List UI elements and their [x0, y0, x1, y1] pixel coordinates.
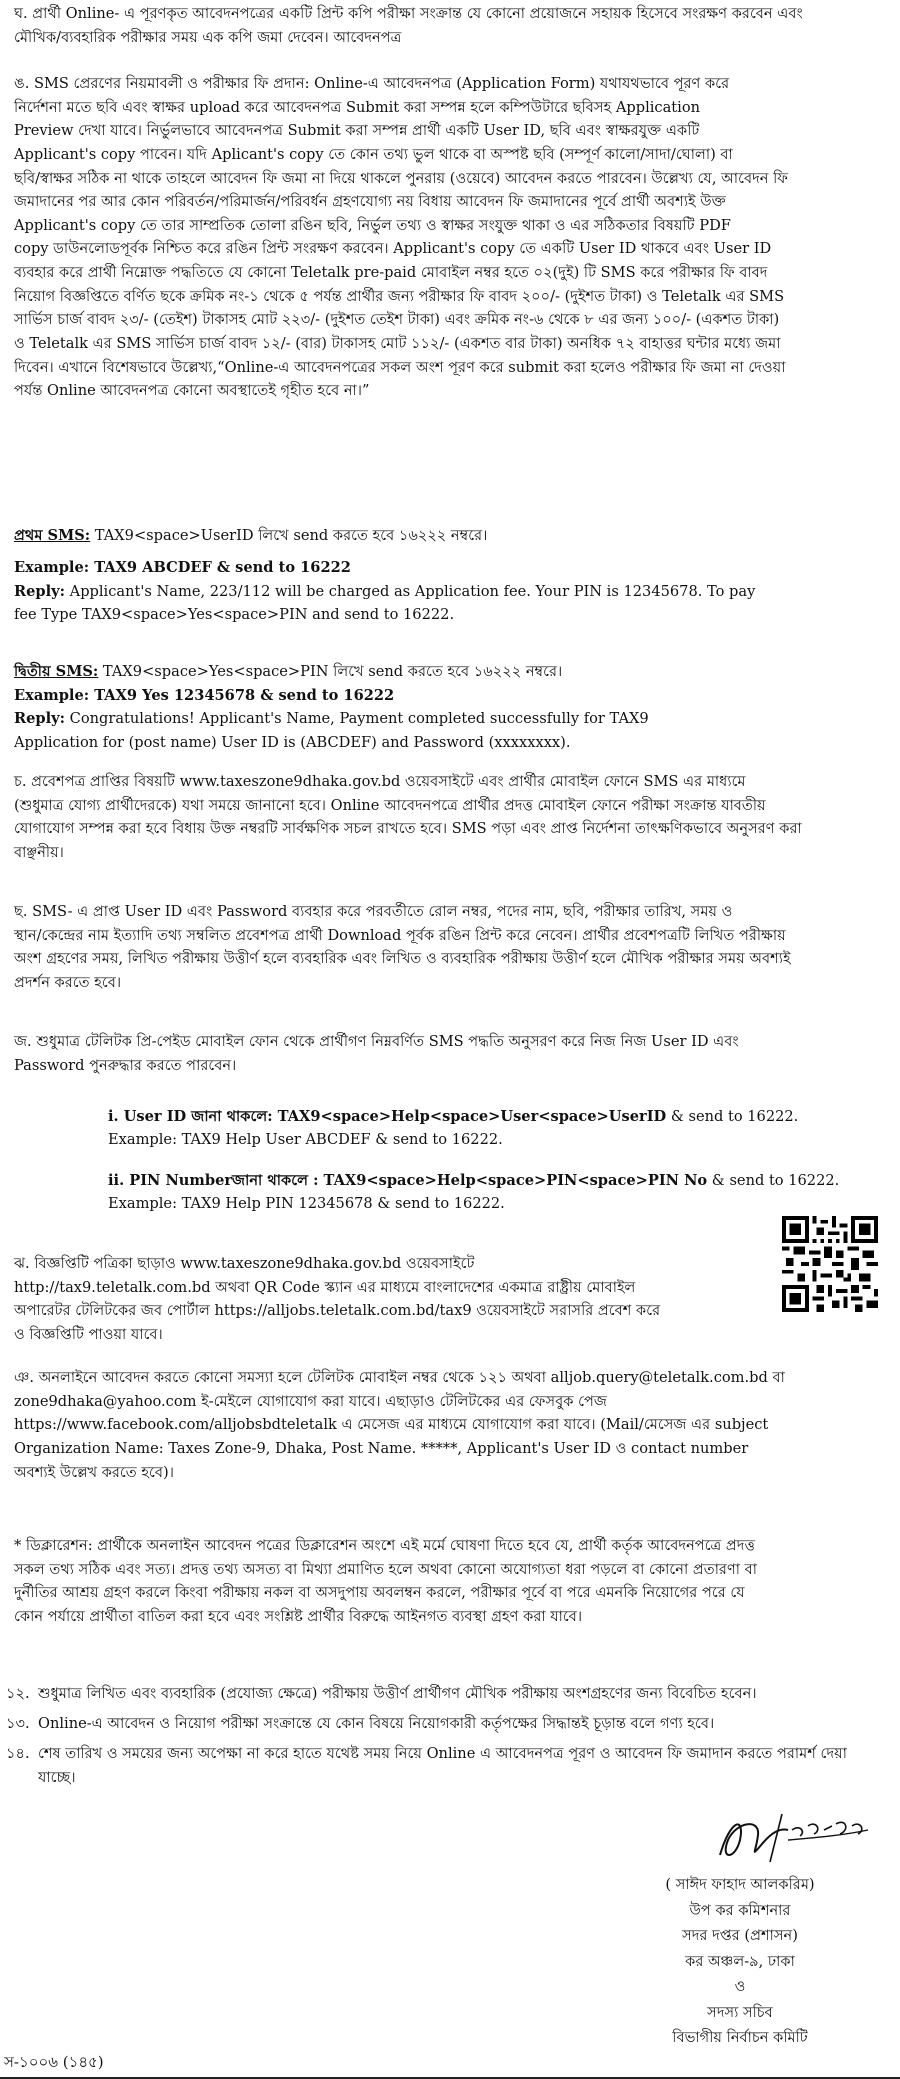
list-item-number: ১২.: [6, 1685, 30, 1702]
paragraph-line: অবশ্যই উল্লেখ করতে হবে)।: [14, 1463, 174, 1481]
signatory-title: উপ কর কমিশনার: [689, 1901, 791, 1919]
paragraph-line: যোগাযোগ সম্পন্ন করা হবে বিধায় উক্ত নম্বরটি সার্বক্ষণিক সচল রাখতে হবে। SMS পড়া এবং প্রাপ্ত নির্দেশনা তাৎক্ষণিকভাবে অনুসরণ করা: [14, 820, 802, 838]
list-item-text: শুধুমাত্র লিখিত এবং ব্যবহারিক (প্রযোজ্য ক্ষেত্রে) পরীক্ষায় উত্তীর্ণ প্রার্থীগণ মৌখিক পরীক্ষায় অংশগ্রহণের জন্য বিবেচিত হবেন।: [38, 1685, 757, 1702]
paragraph-line: ঝ. বিজ্ঞপ্তিটি পত্রিকা ছাড়াও www.taxeszone9dhaka.gov.bd ওয়েবসাইটে: [14, 1255, 475, 1272]
sms-first-example: Example: TAX9 ABCDEF & send to 16222: [14, 559, 351, 576]
paragraph-line: copy ডাউনলোডপূর্বক নিশ্চিত করে রঙিন প্রিন্ট সংরক্ষণ করবেন। Applicant's copy তে একটি User ID থাকবে এবং User ID: [14, 240, 772, 258]
paragraph-line: অংশ গ্রহণের সময়, লিখিত পরীক্ষায় উত্তীর্ণ হলে ব্যবহারিক এবং লিখিত ও ব্যবহারিক পরীক্ষায় উত্তীর্ণ হলে মৌখিক পরীক্ষার সময় অবশ্যই: [14, 950, 791, 968]
paragraph-line: মৌখিক/ব্যবহারিক পরীক্ষার সময় এক কপি জমা দেবেন। আবেদনপত্র: [14, 28, 402, 46]
signatory-zone: কর অঞ্চল-৯, ঢাকা: [685, 1952, 795, 1970]
sms-second-reply-cont: Application for (post name) User ID is (ABCDEF) and Password (xxxxxxxx).: [14, 733, 571, 751]
sms-first-reply: Applicant's Name, 223/112 will be charged as Application fee. Your PIN is 12345678. To pay: [65, 582, 756, 600]
paragraph-line: ছ. SMS- এ প্রাপ্ত User ID এবং Password ব্যবহার করে পরবর্তীতে রোল নম্বর, পদের নাম, ছবি, পরীক্ষার তারিখ, সময় ও: [14, 903, 733, 920]
signatory-office: সদর দপ্তর (প্রশাসন): [682, 1927, 798, 1945]
recovery-pin-example: [108, 1193, 878, 1216]
paragraph-line: Preview দেখা যাবে। নির্ভুলভাবে আবেদনপত্র Submit করা সম্পন্ন প্রার্থী একটি User ID, ছবি এবং স্বাক্ষরযুক্ত একটি: [14, 122, 700, 140]
paragraph-line: দুর্নীতির আশ্রয় গ্রহণ করলে কিংবা পরীক্ষায় নকল বা অসদুপায় অবলম্বন করলে, পরীক্ষার পূর্বে বা পরে এমনকি নিয়োগের পরে যে: [14, 1584, 745, 1602]
list-item-number: ১৪.: [6, 1745, 30, 1762]
paragraph-line: Organization Name: Taxes Zone-9, Dhaka, Post Name. *****, Applicant's User ID ও contact number: [14, 1439, 749, 1457]
handwritten-signature: [700, 1800, 875, 1870]
paragraph-password-recovery: [14, 1030, 886, 1077]
sms-second: [14, 660, 886, 755]
paragraph-line: স্থান/কেন্দ্রের নাম ইত্যাদি তথ্য সম্বলিত প্রবেশপত্র প্রার্থী Download পূর্বক রঙিন প্রিন্ট করে নেবেন। প্রার্থীর প্রবেশপত্রটি লিখিত পরীক্ষায়: [14, 926, 786, 944]
paragraph-line: দিবেন। এখানে বিশেষভাবে উল্লেখ্য,“Online-এ আবেদনপত্রের সকল অংশ পূরণ করে submit করা হলেও পরীক্ষার ফি জমা না দেওয়া: [14, 358, 786, 376]
list-item-text: শেষ তারিখ ও সময়ের জন্য অপেক্ষা না করে হাতে যথেষ্ট সময় নিয়ে Online এ আবেদনপত্র পূরণ ও আবেদন ফি জমাদান করতে পরামর্শ দেয়া: [38, 1745, 847, 1762]
signatory-name: ( সাঈদ ফাহাদ আলকরিম): [665, 1876, 815, 1893]
paragraph-line: Applicant's copy পাবেন। যদি Aplicant's copy তে কোন তথ্য ভুল থাকে বা অস্পষ্ট ছবি (সম্পূর্ণ কালো/সাদা/ঘোলা) বা: [14, 145, 733, 163]
paragraph-admit-card-notice: [14, 770, 886, 865]
signatory-conjunction: ও: [734, 1978, 746, 1996]
sms-second-reply: Congratulations! Applicant's Name, Payment completed successfully for TAX9: [65, 710, 649, 728]
list-item-number: ১৩.: [6, 1715, 30, 1732]
recovery-userid: [108, 1106, 878, 1151]
recovery-userid-example-text: Example: TAX9 Help User ABCDEF & send to 16222.: [108, 1130, 503, 1148]
paragraph-line: ও বিজ্ঞপ্তিটি পাওয়া যাবে।: [14, 1325, 163, 1343]
paragraph-line: প্রদর্শন করতে হবে।: [14, 973, 122, 991]
paragraph-line: ঙ. SMS প্রেরণের নিয়মাবলী ও পরীক্ষার ফি প্রদান: Online-এ আবেদনপত্র (Application Form) যথাযথভাবে পূরণ করে: [14, 75, 730, 92]
sms-second-example: Example: TAX9 Yes 12345678 & send to 16222: [14, 686, 395, 704]
sms-first-label: প্রথম SMS:: [14, 527, 91, 544]
paragraph-line: চ. প্রবেশপত্র প্রাপ্তির বিষয়টি www.taxeszone9dhaka.gov.bd ওয়েবসাইটে এবং প্রার্থীর মোবাইল ফোনে SMS এর মাধ্যমে: [14, 773, 746, 790]
sms-first: [14, 524, 886, 548]
qr-code-icon: [782, 1216, 878, 1312]
paragraph-line: http://tax9.teletalk.com.bd অথবা QR Code স্ক্যান এর মাধ্যমে বাংলাদেশের একমাত্র রাষ্ট্রীয় মোবাইল: [14, 1278, 636, 1296]
paragraph-line: (শুধুমাত্র যোগ্য প্রার্থীদেরকে) যথা সময়ে জানানো হবে। Online আবেদনপত্রে প্রার্থীর প্রদত্ত মোবাইল ফোনে পরীক্ষা সংক্রান্ত যাবতীয়: [14, 796, 766, 814]
paragraph-circular-availability: [14, 1252, 774, 1347]
paragraph-line: zone9dhaka@yahoo.com ই-মেইলে যোগাযোগ করা যাবে। এছাড়াও টেলিটকের এর ফেসবুক পেজ: [14, 1392, 607, 1410]
recovery-pin-command: ii. PIN Numberজানা থাকলে : TAX9<space>Help<space>PIN<space>PIN No: [108, 1172, 708, 1189]
sms-second-label: দ্বিতীয় SMS:: [14, 663, 99, 680]
paragraph-line: ব্যবহার করে প্রার্থী নিম্নোক্ত পদ্ধতিতে যে কোনো Teletalk pre-paid মোবাইল নম্বর হতে ০২(দুই) টি SMS করে পরীক্ষার ফি বাবদ: [14, 264, 768, 282]
paragraph-line: কোন পর্যায়ে প্রার্থীতা বাতিল করা হবে এবং সংশ্লিষ্ট প্রার্থীর বিরুদ্ধে আইনগত ব্যবস্থা গ্রহণ করা যাবে।: [14, 1607, 583, 1625]
paragraph-sms-rules: [14, 72, 886, 403]
recovery-pin-tail: & send to 16222.: [707, 1172, 840, 1189]
paragraph-line: ঞ. অনলাইনে আবেদন করতে কোনো সমস্যা হলে টেলিটক মোবাইল নম্বর থেকে ১২১ অথবা alljob.query@teletalk.com.bd বা: [14, 1369, 785, 1386]
paragraph-line: জ. শুধুমাত্র টেলিটক প্রি-পেইড মোবাইল ফোন থেকে প্রার্থীগণ নিম্নবর্ণিত SMS পদ্ধতি অনুসরণ করে নিজ নিজ User ID এবং: [14, 1033, 739, 1050]
sms-first-example-block: [14, 556, 886, 627]
paragraph-line: নিয়োগ বিজ্ঞপ্তিতে বর্ণিত ছকে ক্রমিক নং-১ থেকে ৫ পর্যন্ত প্রার্থীর জন্য পরীক্ষার ফি বাবদ ২০০/- (দুইশত টাকা) ও Teletalk এর SMS: [14, 287, 785, 305]
sms-second-reply-label: Reply:: [14, 710, 66, 728]
recovery-userid-example: [108, 1129, 878, 1152]
paragraph-line: Applicant's copy তে তার সাম্প্রতিক তোলা রঙিন ছবি, নির্ভুল তথ্য ও স্বাক্ষর সংযুক্ত থাকা ও এর সঠিকতার বিষয়টি PDF: [14, 216, 731, 234]
sms-first-reply-cont: fee Type TAX9<space>Yes<space>PIN and send to 16222.: [14, 606, 455, 624]
paragraph-line: Password পুনরুদ্ধার করতে পারবেন।: [14, 1056, 237, 1074]
signatory-role: সদস্য সচিব: [707, 2003, 773, 2021]
sms-first-reply-label: Reply:: [14, 582, 66, 600]
paragraph-line: সার্ভিস চার্জ বাবদ ২৩/- (তেইশ) টাকাসহ মোট ২২৩/- (দুইশত তেইশ টাকা) এবং ক্রমিক নং-৬ থেকে ৮ এর জন্য ১০০/- (একশত টাকা): [14, 311, 780, 329]
paragraph-contact: [14, 1366, 886, 1484]
paragraph-line: সকল তথ্য সঠিক এবং সত্য। প্রদত্ত তথ্য অসত্য বা মিথ্যা প্রমাণিত হলে অথবা কোনো অযোগ্যতা ধরা পড়লে বা কোনো প্রতারণা বা: [14, 1560, 758, 1578]
recovery-userid-command: i. User ID জানা থাকলে: TAX9<space>Help<space>User<space>UserID: [108, 1108, 667, 1125]
sms-first-command: TAX9<space>UserID লিখে send করতে হবে ১৬২২২ নম্বরে।: [90, 527, 488, 544]
paragraph-line: ছবি/স্বাক্ষর সঠিক না থাকে তাহলে আবেদন ফি জমা না দিয়ে থাকলে পুনরায় (ওয়েবে) আবেদন করতে পারবেন। উল্লেখ্য যে, আবেদন ফি: [14, 169, 788, 187]
list-item-text-cont: যাচ্ছে।: [38, 1768, 76, 1786]
paragraph-line: পর্যন্ত Online আবেদনপত্র কোনো অবস্থাতেই গৃহীত হবে না।”: [14, 382, 370, 400]
list-item-12: [6, 1682, 886, 1706]
list-item-text: Online-এ আবেদন ও নিয়োগ পরীক্ষা সংক্রান্তে যে কোন বিষয়ে নিয়োগকারী কর্তৃপক্ষের সিদ্ধান্তই চূড়ান্ত বলে গণ্য হবে।: [38, 1715, 715, 1732]
recovery-userid-tail: & send to 16222.: [666, 1108, 799, 1125]
paragraph-gha: [14, 2, 886, 49]
paragraph-line: * ডিক্লারেশন: প্রার্থীকে অনলাইন আবেদন পত্রের ডিক্লারেশন অংশে এই মর্মে ঘোষণা দিতে হবে যে, প্রার্থী কর্তৃক আবেদনপত্রে প্রদত্ত: [14, 1537, 755, 1554]
paragraph-line: বাঞ্ছনীয়।: [14, 843, 64, 861]
paragraph-line: https://www.facebook.com/alljobsbdteletalk এ মেসেজ এর মাধ্যমে যোগাযোগ করা যাবে। (Mail/মেসেজ এর subject: [14, 1416, 769, 1434]
paragraph-admit-card-download: [14, 900, 886, 995]
paragraph-line: অপারেটর টেলিটকের জব পোর্টাল https://alljobs.teletalk.com.bd/tax9 ওয়েবসাইটে সরাসরি প্রবেশ করে: [14, 1302, 661, 1320]
paragraph-line: ঘ. প্রার্থী Online- এ পূরণকৃত আবেদনপত্রের একটি প্রিন্ট কপি পরীক্ষা সংক্রান্ত যে কোনো প্রয়োজনে সহায়ক হিসেবে সংরক্ষণ করবেন এবং: [14, 5, 803, 22]
signatory-committee: বিভাগীয় নির্বাচন কমিটি: [672, 2029, 808, 2047]
paragraph-line: নির্দেশনা মতে ছবি এবং স্বাক্ষর upload করে আবেদনপত্র Submit করা সম্পন্ন হলে কম্পিউটারে ছবিসহ Application: [14, 98, 701, 116]
paragraph-line: জমাদানের পর আর কোন পরিবর্তন/পরিমার্জন/পরিবর্ধন গ্রহণযোগ্য নয় বিধায় আবেদন ফি জমাদানের পূর্বে প্রার্থী অবশ্যই উক্ত: [14, 193, 726, 211]
recovery-pin: [108, 1170, 878, 1215]
list-item-14: [6, 1742, 886, 1789]
footer-reference: স-১০০৬ (১৪৫): [4, 2053, 104, 2071]
declaration: [14, 1534, 886, 1629]
recovery-pin-example-text: Example: TAX9 Help PIN 12345678 & send to 16222.: [108, 1194, 505, 1212]
signatory-block: [590, 1872, 890, 2051]
list-item-13: [6, 1712, 886, 1736]
sms-second-command: TAX9<space>Yes<space>PIN লিখে send করতে হবে ১৬২২২ নম্বরে।: [98, 663, 563, 680]
paragraph-line: ও Teletalk এর SMS সার্ভিস চার্জ বাবদ ১২/- (বার) টাকাসহ মোট ১১২/- (একশত বার টাকা) অনধিক ৭২ বাহাত্তর ঘন্টার মধ্যে জমা: [14, 335, 781, 353]
